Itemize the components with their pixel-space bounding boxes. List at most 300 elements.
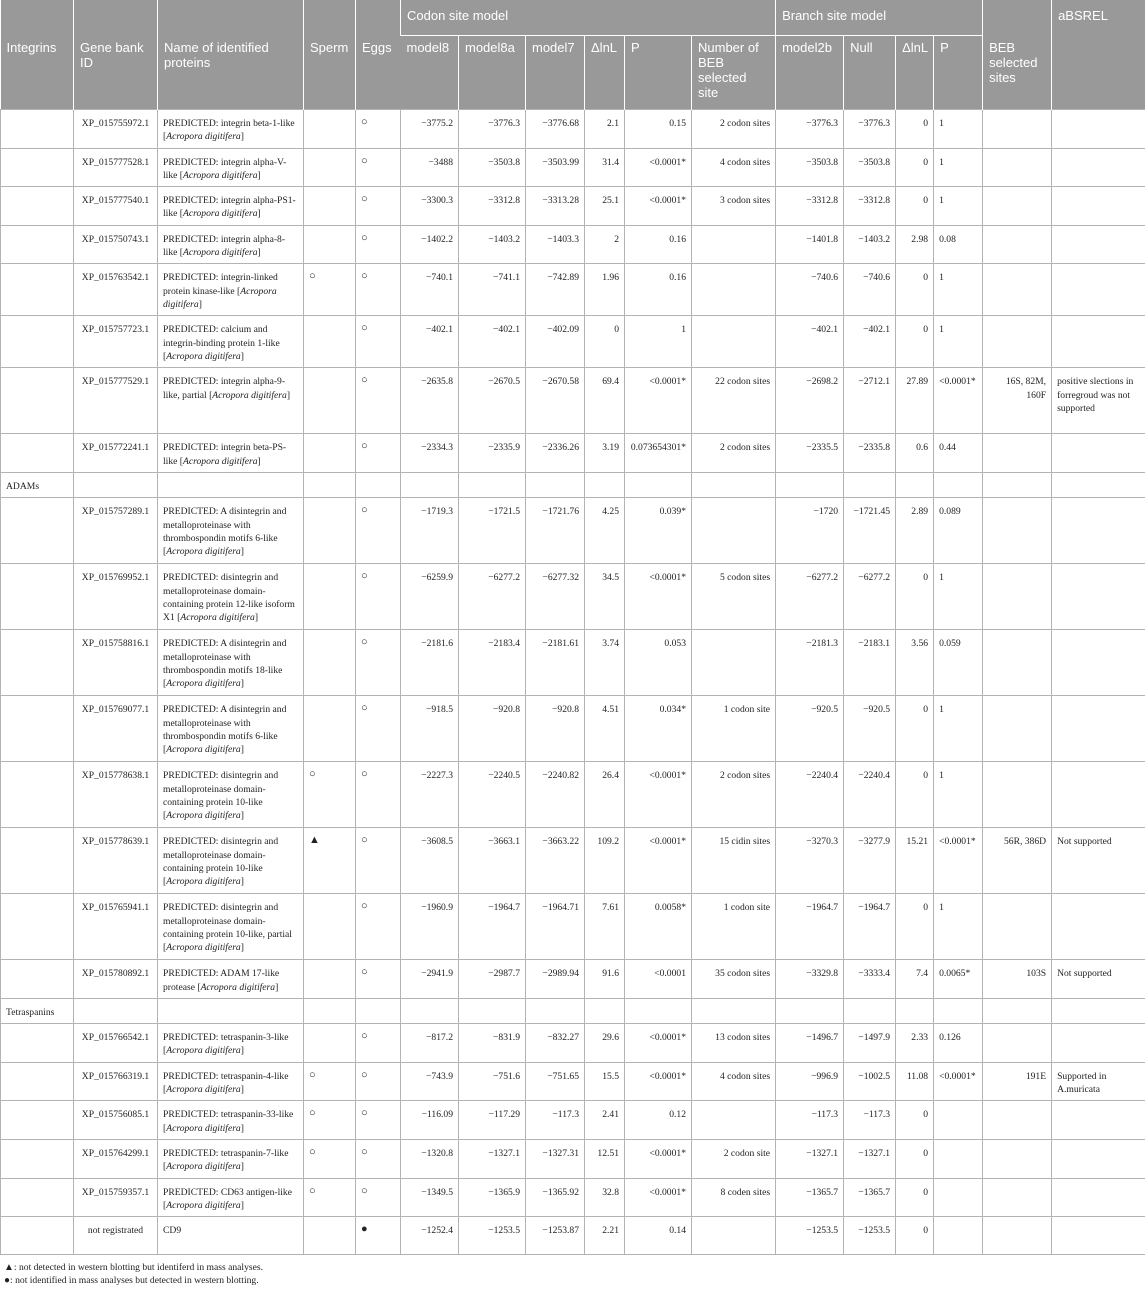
protein-name-suffix: ] [258, 247, 261, 258]
protein-name-text: PREDICTED: integrin-linked protein kinase-like [ [163, 272, 278, 296]
m8a-cell: −402.1 [459, 316, 526, 368]
empty-cell [934, 998, 983, 1023]
dl-cell: 0 [585, 316, 625, 368]
m8a-cell: −741.1 [459, 264, 526, 316]
m8-cell: −3608.5 [401, 828, 459, 894]
m7-cell: −1721.76 [526, 498, 585, 564]
beb-cell [983, 434, 1052, 473]
sperm-marker-cell [304, 187, 356, 226]
nbeb-cell [692, 1217, 776, 1255]
protein-name-suffix: ] [241, 1045, 244, 1056]
sperm-marker-cell [304, 498, 356, 564]
dl2-cell: 3.56 [896, 630, 934, 696]
protein-name-suffix: ] [241, 546, 244, 557]
m8a-cell: −2670.5 [459, 368, 526, 434]
sperm-marker-cell: ▲ [304, 828, 356, 894]
null-cell: −1002.5 [844, 1062, 896, 1101]
protein-name-suffix: ] [241, 678, 244, 689]
absrel-cell [1052, 894, 1145, 960]
m2b-cell: −6277.2 [776, 564, 844, 630]
sperm-marker-cell [304, 316, 356, 368]
group-cell [1, 264, 74, 316]
nbeb-cell: 1 codon site [692, 894, 776, 960]
sperm-marker-cell [304, 1217, 356, 1255]
absrel-cell [1052, 564, 1145, 630]
dl2-cell: 0.6 [896, 434, 934, 473]
sperm-marker-cell [304, 368, 356, 434]
group-cell [1, 696, 74, 762]
empty-cell [585, 472, 625, 497]
dl2-cell: 15.21 [896, 828, 934, 894]
null-cell: −1327.1 [844, 1139, 896, 1178]
species-name: Acropora digitifera [166, 1084, 241, 1095]
species-name: Acropora digitifera [166, 942, 241, 953]
m7-cell: −742.89 [526, 264, 585, 316]
protein-name-text: PREDICTED: integrin beta-PS-like [ [163, 442, 286, 466]
protein-name-suffix: ] [241, 1123, 244, 1134]
empty-cell [896, 998, 934, 1023]
gene-id-cell: XP_015757723.1 [74, 316, 158, 368]
sperm-marker-cell [304, 148, 356, 187]
empty-cell [459, 998, 526, 1023]
m7-cell: −2670.58 [526, 368, 585, 434]
dl-cell: 2 [585, 225, 625, 264]
dl-cell: 26.4 [585, 762, 625, 828]
beb-cell [983, 762, 1052, 828]
p2-cell [934, 1139, 983, 1178]
null-cell: −6277.2 [844, 564, 896, 630]
empty-cell [304, 472, 356, 497]
eggs-marker-cell: ○ [356, 225, 401, 264]
gene-id-cell: XP_015766319.1 [74, 1062, 158, 1101]
table-row [1, 894, 1145, 960]
null-cell: −117.3 [844, 1101, 896, 1140]
col-branch-p: P [934, 36, 983, 110]
beb-cell [983, 630, 1052, 696]
protein-name-cell [158, 564, 304, 630]
dl-cell: 25.1 [585, 187, 625, 226]
protein-name-text: PREDICTED: A disintegrin and metalloproteinase with thrombospondin motifs 6-like [ [163, 506, 286, 557]
absrel-cell [1052, 1139, 1145, 1178]
null-cell: −1365.7 [844, 1178, 896, 1217]
sperm-marker-cell: ○ [304, 1101, 356, 1140]
dl-cell: 29.6 [585, 1024, 625, 1063]
nbeb-cell: 1 codon site [692, 696, 776, 762]
null-cell: −740.6 [844, 264, 896, 316]
group-cell [1, 187, 74, 226]
gene-id-cell: XP_015778638.1 [74, 762, 158, 828]
nbeb-cell: 3 codon sites [692, 187, 776, 226]
col-gene-id: Gene bank ID [74, 0, 158, 110]
empty-cell [401, 472, 459, 497]
p2-cell: 0.44 [934, 434, 983, 473]
dl2-cell: 0 [896, 110, 934, 149]
table-row [1, 960, 1145, 999]
table-row [1, 225, 1145, 264]
m8a-cell: −3312.8 [459, 187, 526, 226]
m7-cell: −1365.92 [526, 1178, 585, 1217]
species-name: Acropora digitifera [166, 1045, 241, 1056]
protein-name-text: PREDICTED: CD63 antigen-like [ [163, 1187, 292, 1211]
table-row [1, 187, 1145, 226]
protein-name-text: PREDICTED: A disintegrin and metalloproteinase with thrombospondin motifs 18-like [ [163, 638, 286, 689]
null-cell: −3776.3 [844, 110, 896, 149]
nbeb-cell: 15 cidin sites [692, 828, 776, 894]
dl2-cell: 0 [896, 148, 934, 187]
p2-cell: <0.0001* [934, 1062, 983, 1101]
p-cell: <0.0001* [625, 1178, 692, 1217]
m8a-cell: −1403.2 [459, 225, 526, 264]
m7-cell: −3663.22 [526, 828, 585, 894]
species-name: Acropora digitifera [166, 546, 241, 557]
p-cell: 0.034* [625, 696, 692, 762]
m8-cell: −1960.9 [401, 894, 459, 960]
species-name: Acropora digitifera [183, 456, 258, 467]
nbeb-cell [692, 316, 776, 368]
eggs-marker-cell: ○ [356, 368, 401, 434]
m8a-cell: −6277.2 [459, 564, 526, 630]
dl-cell: 12.51 [585, 1139, 625, 1178]
dl2-cell: 0 [896, 1217, 934, 1255]
dl-cell: 34.5 [585, 564, 625, 630]
eggs-marker-cell: ○ [356, 434, 401, 473]
m7-cell: −2989.94 [526, 960, 585, 999]
protein-name-cell [158, 1139, 304, 1178]
sperm-marker-cell: ○ [304, 264, 356, 316]
m8-cell: −1402.2 [401, 225, 459, 264]
nbeb-cell: 22 codon sites [692, 368, 776, 434]
empty-cell [356, 472, 401, 497]
species-name: Acropora digitifera [166, 876, 241, 887]
sperm-marker-cell [304, 894, 356, 960]
eggs-marker-cell: ○ [356, 564, 401, 630]
protein-name-cell [158, 110, 304, 149]
m8-cell: −2181.6 [401, 630, 459, 696]
m2b-cell: −1327.1 [776, 1139, 844, 1178]
protein-name-cell [158, 828, 304, 894]
eggs-marker-cell: ○ [356, 110, 401, 149]
m8-cell: −116.09 [401, 1101, 459, 1140]
protein-name-cell [158, 1217, 304, 1255]
gene-id-cell: not registrated [74, 1217, 158, 1255]
m8a-cell: −751.6 [459, 1062, 526, 1101]
eggs-marker-cell: ○ [356, 1101, 401, 1140]
p2-cell [934, 1217, 983, 1255]
sperm-marker-cell: ○ [304, 1178, 356, 1217]
triangle-marker-icon: ▲ [4, 1262, 14, 1273]
protein-name-suffix: ] [241, 1161, 244, 1172]
species-name: Acropora digitifera [166, 351, 241, 362]
m8a-cell: −920.8 [459, 696, 526, 762]
protein-name-suffix: ] [287, 390, 290, 401]
dl2-cell: 0 [896, 316, 934, 368]
eggs-marker-cell: ○ [356, 828, 401, 894]
m8-cell: −743.9 [401, 1062, 459, 1101]
protein-name-suffix: ] [241, 1084, 244, 1095]
gene-id-cell: XP_015755972.1 [74, 110, 158, 149]
protein-name-cell [158, 148, 304, 187]
gene-id-cell: XP_015763542.1 [74, 264, 158, 316]
m2b-cell: −1496.7 [776, 1024, 844, 1063]
null-cell: −1721.45 [844, 498, 896, 564]
absrel-cell [1052, 762, 1145, 828]
table-row [1, 1062, 1145, 1101]
m8-cell: −817.2 [401, 1024, 459, 1063]
col-beb-selected-sites: BEB selected sites [983, 0, 1052, 110]
protein-name-text: PREDICTED: disintegrin and metalloproteinase domain-containing protein 10-like [ [163, 770, 278, 821]
m8a-cell: −1253.5 [459, 1217, 526, 1255]
table-row [1, 1217, 1145, 1255]
protein-name-suffix: ] [241, 876, 244, 887]
empty-cell [896, 472, 934, 497]
protein-name-suffix: ] [241, 351, 244, 362]
m2b-cell: −1253.5 [776, 1217, 844, 1255]
p-cell: 0.12 [625, 1101, 692, 1140]
footnote-triangle: ▲: not detected in western blotting but identiferd in mass analyses. [4, 1261, 1141, 1274]
empty-cell [356, 998, 401, 1023]
p2-cell: 1 [934, 564, 983, 630]
m2b-cell: −2335.5 [776, 434, 844, 473]
empty-cell [983, 472, 1052, 497]
sperm-marker-cell [304, 434, 356, 473]
protein-name-cell [158, 187, 304, 226]
table-row [1, 1101, 1145, 1140]
eggs-marker-cell: ○ [356, 894, 401, 960]
protein-name-text: PREDICTED: integrin alpha-V-like [ [163, 157, 286, 181]
branch-site-model-header: Branch site model [776, 0, 983, 36]
empty-cell [625, 472, 692, 497]
empty-cell [844, 998, 896, 1023]
absrel-cell: Not supported [1052, 960, 1145, 999]
gene-id-cell: XP_015769952.1 [74, 564, 158, 630]
table-body [1, 110, 1145, 1255]
col-integrins: Integrins [1, 0, 74, 110]
eggs-marker-cell: ○ [356, 264, 401, 316]
group-cell [1, 960, 74, 999]
dl-cell: 7.61 [585, 894, 625, 960]
group-header-row [1, 472, 1145, 497]
m2b-cell: −2240.4 [776, 762, 844, 828]
m8-cell: −2227.3 [401, 762, 459, 828]
beb-cell [983, 1178, 1052, 1217]
group-cell [1, 1062, 74, 1101]
dl2-cell: 7.4 [896, 960, 934, 999]
sperm-marker-cell: ○ [304, 1062, 356, 1101]
dl-cell: 1.96 [585, 264, 625, 316]
nbeb-cell: 35 codon sites [692, 960, 776, 999]
m8-cell: −1349.5 [401, 1178, 459, 1217]
m8-cell: −3775.2 [401, 110, 459, 149]
group-cell [1, 762, 74, 828]
m7-cell: −3776.68 [526, 110, 585, 149]
nbeb-cell: 8 coden sites [692, 1178, 776, 1217]
empty-cell [158, 472, 304, 497]
group-cell [1, 316, 74, 368]
p-cell: <0.0001* [625, 1062, 692, 1101]
sperm-marker-cell [304, 696, 356, 762]
null-cell: −2240.4 [844, 762, 896, 828]
group-cell [1, 368, 74, 434]
protein-name-text: PREDICTED: tetraspanin-3-like [ [163, 1032, 289, 1056]
nbeb-cell: 5 codon sites [692, 564, 776, 630]
protein-name-suffix: ] [241, 810, 244, 821]
m2b-cell: −1720 [776, 498, 844, 564]
col-number-beb: Number of BEB selected site [692, 36, 776, 110]
p-cell: 0.039* [625, 498, 692, 564]
sperm-marker-cell [304, 225, 356, 264]
p2-cell: 0.126 [934, 1024, 983, 1063]
m2b-cell: −1964.7 [776, 894, 844, 960]
eggs-marker-cell: ○ [356, 762, 401, 828]
m2b-cell: −1365.7 [776, 1178, 844, 1217]
absrel-cell: Not supported [1052, 828, 1145, 894]
beb-cell [983, 110, 1052, 149]
col-model8a: model8a [459, 36, 526, 110]
m7-cell: −3503.99 [526, 148, 585, 187]
m8a-cell: −1365.9 [459, 1178, 526, 1217]
protein-name-text: PREDICTED: A disintegrin and metalloproteinase with thrombospondin motifs 6-like [ [163, 704, 286, 755]
m8-cell: −918.5 [401, 696, 459, 762]
col-delta-lnl: ΔlnL [585, 36, 625, 110]
nbeb-cell: 2 codon site [692, 1139, 776, 1178]
m2b-cell: −3312.8 [776, 187, 844, 226]
protein-name-suffix: ] [258, 208, 261, 219]
protein-name-text: PREDICTED: tetraspanin-33-like [ [163, 1109, 293, 1133]
absrel-cell [1052, 1217, 1145, 1255]
eggs-marker-cell: ○ [356, 148, 401, 187]
m2b-cell: −920.5 [776, 696, 844, 762]
group-label: ADAMs [1, 472, 74, 497]
m7-cell: −6277.32 [526, 564, 585, 630]
m8-cell: −2635.8 [401, 368, 459, 434]
empty-cell [526, 998, 585, 1023]
m8-cell: −740.1 [401, 264, 459, 316]
m8a-cell: −1721.5 [459, 498, 526, 564]
p-cell: <0.0001* [625, 187, 692, 226]
null-cell: −1253.5 [844, 1217, 896, 1255]
m2b-cell: −740.6 [776, 264, 844, 316]
m7-cell: −1403.3 [526, 225, 585, 264]
group-cell [1, 1024, 74, 1063]
dl2-cell: 0 [896, 894, 934, 960]
eggs-marker-cell: ○ [356, 1178, 401, 1217]
absrel-cell [1052, 316, 1145, 368]
null-cell: −1403.2 [844, 225, 896, 264]
null-cell: −920.5 [844, 696, 896, 762]
p-cell: <0.0001* [625, 1139, 692, 1178]
table-row [1, 148, 1145, 187]
null-cell: −1964.7 [844, 894, 896, 960]
sperm-marker-cell [304, 1024, 356, 1063]
protein-name-cell [158, 630, 304, 696]
m2b-cell: −2181.3 [776, 630, 844, 696]
table-row [1, 1024, 1145, 1063]
m7-cell: −1253.87 [526, 1217, 585, 1255]
p2-cell: 1 [934, 148, 983, 187]
protein-name-cell [158, 1062, 304, 1101]
protein-name-suffix: ] [241, 1200, 244, 1211]
m8a-cell: −3776.3 [459, 110, 526, 149]
m2b-cell: −1401.8 [776, 225, 844, 264]
gene-id-cell: XP_015759357.1 [74, 1178, 158, 1217]
group-cell [1, 828, 74, 894]
protein-name-cell [158, 225, 304, 264]
eggs-marker-cell: ○ [356, 1024, 401, 1063]
beb-cell: 103S [983, 960, 1052, 999]
null-cell: −2335.8 [844, 434, 896, 473]
nbeb-cell: 4 codon sites [692, 1062, 776, 1101]
table-row [1, 828, 1145, 894]
protein-name-text: PREDICTED: disintegrin and metalloproteinase domain-containing protein 12-like isoform X1 [ [163, 572, 295, 623]
m7-cell: −920.8 [526, 696, 585, 762]
p2-cell: 0.059 [934, 630, 983, 696]
group-header-row [1, 998, 1145, 1023]
gene-id-cell: XP_015772241.1 [74, 434, 158, 473]
eggs-marker-cell: ● [356, 1217, 401, 1255]
dl-cell: 2.21 [585, 1217, 625, 1255]
dl-cell: 2.41 [585, 1101, 625, 1140]
protein-name-text: PREDICTED: tetraspanin-4-like [ [163, 1071, 289, 1095]
species-name: Acropora digitifera [163, 286, 277, 310]
dl-cell: 4.51 [585, 696, 625, 762]
null-cell: −3333.4 [844, 960, 896, 999]
dl-cell: 2.1 [585, 110, 625, 149]
species-name: Acropora digitifera [166, 810, 241, 821]
m2b-cell: −996.9 [776, 1062, 844, 1101]
p-cell: <0.0001* [625, 1024, 692, 1063]
gene-id-cell: XP_015780892.1 [74, 960, 158, 999]
p2-cell: <0.0001* [934, 368, 983, 434]
p-cell: <0.0001* [625, 148, 692, 187]
sperm-marker-cell: ○ [304, 1139, 356, 1178]
empty-cell [1052, 998, 1145, 1023]
protein-name-cell [158, 264, 304, 316]
absrel-cell: positive slections in forregroud was not supported [1052, 368, 1145, 434]
eggs-marker-cell: ○ [356, 498, 401, 564]
col-p: P [625, 36, 692, 110]
beb-cell: 16S, 82M, 160F [983, 368, 1052, 434]
table-row [1, 264, 1145, 316]
group-cell [1, 1178, 74, 1217]
absrel-cell [1052, 225, 1145, 264]
m8-cell: −2334.3 [401, 434, 459, 473]
species-name: Acropora digitifera [212, 390, 287, 401]
null-cell: −3312.8 [844, 187, 896, 226]
beb-cell [983, 696, 1052, 762]
empty-cell [625, 998, 692, 1023]
nbeb-cell [692, 630, 776, 696]
p2-cell: 1 [934, 696, 983, 762]
protein-name-text: PREDICTED: integrin alpha-PS1-like [ [163, 195, 296, 219]
null-cell: −1497.9 [844, 1024, 896, 1063]
protein-name-text: PREDICTED: tetraspanin-7-like [ [163, 1148, 289, 1172]
dl2-cell: 2.98 [896, 225, 934, 264]
nbeb-cell [692, 1101, 776, 1140]
protein-name-text: PREDICTED: calcium and integrin-binding protein 1-like [ [163, 324, 280, 362]
gene-id-cell: XP_015757289.1 [74, 498, 158, 564]
p-cell: 0.16 [625, 264, 692, 316]
dl-cell: 109.2 [585, 828, 625, 894]
dl-cell: 4.25 [585, 498, 625, 564]
protein-name-cell [158, 434, 304, 473]
species-name: Acropora digitifera [166, 1200, 241, 1211]
p-cell: <0.0001* [625, 762, 692, 828]
m8-cell: −402.1 [401, 316, 459, 368]
dl2-cell: 2.33 [896, 1024, 934, 1063]
gene-id-cell: XP_015756085.1 [74, 1101, 158, 1140]
dl2-cell: 0 [896, 1139, 934, 1178]
m7-cell: −832.27 [526, 1024, 585, 1063]
